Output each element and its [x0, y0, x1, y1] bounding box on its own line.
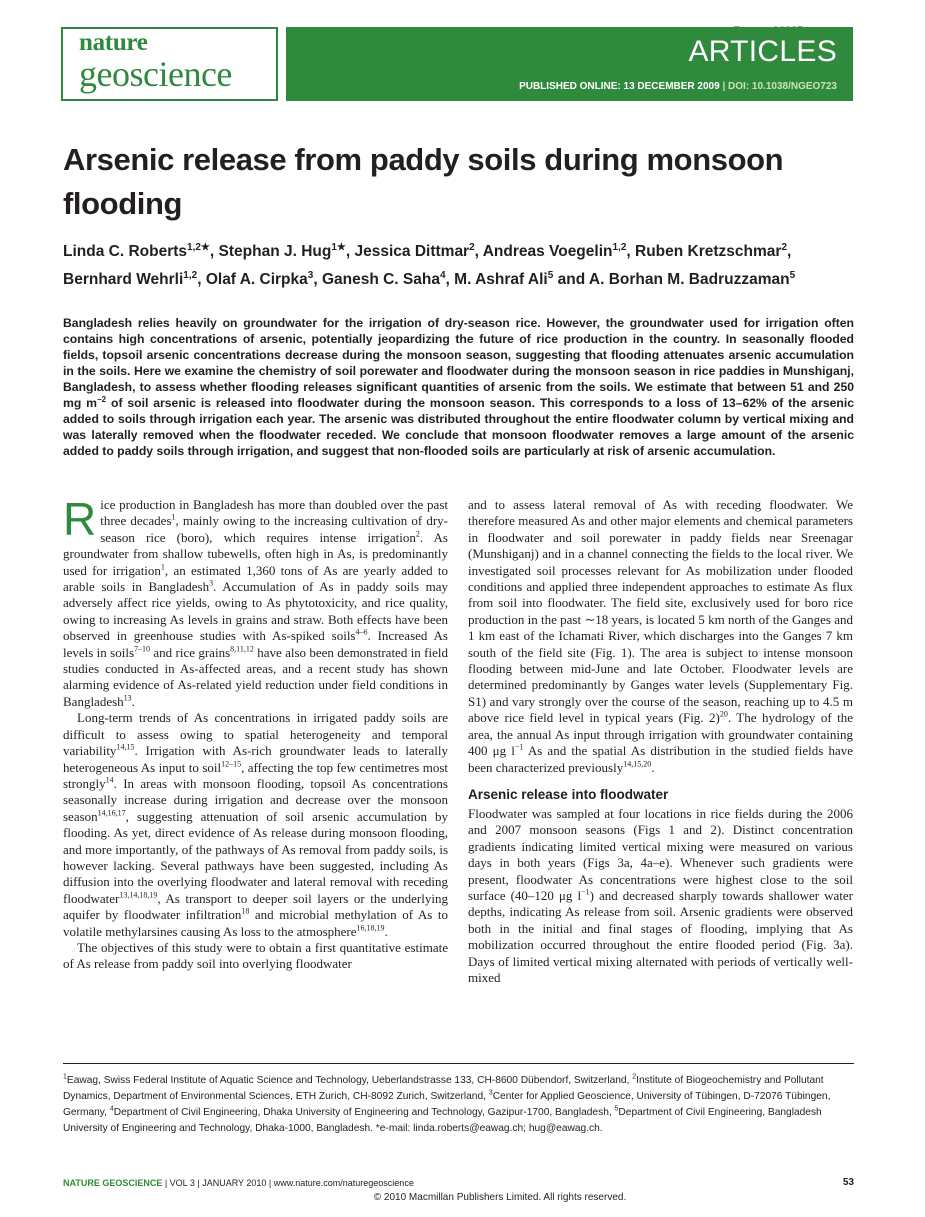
text-run: have also been demonstrated in field studies conducted in As-affected areas, and a recent study has shown alarming evidence of As-related yield reduction under field conditions in Bangladesh	[63, 644, 448, 709]
copyright-notice: © 2010 Macmillan Publishers Limited. All rights reserved.	[373, 1192, 627, 1203]
body-paragraph	[468, 806, 853, 986]
text-run: Long-term trends of As concentrations in irrigated paddy soils are difficult to assess owing to spatial heterogeneity and temporal variability	[63, 710, 448, 759]
author-name: Linda C. Roberts	[63, 243, 188, 260]
citation-superscript: 4–6	[355, 627, 368, 637]
citation-superscript: 20	[719, 709, 728, 719]
text-run: Department of Civil Engineering, Dhaka University of Engineering and Technology, Gazipur-1700, Bangladesh,	[113, 1107, 615, 1118]
footnote-divider	[63, 1063, 854, 1064]
text-run: .	[384, 923, 388, 939]
citation-superscript: 2	[415, 529, 420, 539]
text-run: ) and decreased sharply towards shallower water depths, indicating As release from soil. Arsenic gradients were observed both in the initial and final stages of flooding, implying that As mobilization occurred throughout the entire flooded period (Fig. 3a). Days of limited vertical mixing alternated with periods of vertically well-mixed	[468, 887, 853, 985]
page-footer	[63, 1178, 414, 1188]
citation-superscript: 5	[614, 1105, 619, 1113]
author-affiliation-marker: 1,2★	[187, 241, 210, 253]
author-separator: ,	[197, 271, 206, 288]
body-column-left	[63, 493, 449, 973]
text-run: Floodwater was sampled at four locations in rice fields during the 2006 and 2007 monsoon seasons (Figs 1 and 2). Distinct concentration gradients indicating limited vertical mixing were measured on various days in both years (Figs 3a, 4a–e). Whenever such gradients were present, floodwater As concentrations were highest close to the soil surface (40–120 μg l	[468, 805, 853, 903]
author-separator: ,	[445, 271, 455, 288]
text-run: The objectives of this study were to obtain a first quantitative estimate of As release from paddy soil into overlying floodwater	[63, 939, 448, 972]
doi-link[interactable]: DOI: 10.1038/NGEO723	[728, 81, 837, 92]
citation-superscript: 1	[160, 562, 165, 572]
author-affiliation-marker: 5	[547, 269, 554, 281]
body-paragraph	[468, 497, 853, 776]
author-affiliation-marker: 1★	[331, 241, 346, 253]
citation-superscript: −1	[514, 742, 524, 752]
citation-superscript: 16,18,19	[356, 923, 385, 933]
article-title: Arsenic release from paddy soils during monsoon flooding	[63, 142, 784, 221]
text-run: . Irrigation with As-rich groundwater leads to laterally heterogeneous As input to soil	[63, 743, 448, 775]
citation-superscript: 14	[105, 775, 114, 785]
body-paragraph	[63, 493, 449, 710]
citation-superscript: 1	[171, 513, 176, 523]
author-affiliation-marker: 5	[789, 269, 796, 281]
author-list	[63, 238, 863, 294]
text-run: As and the spatial As distribution in the studied fields have been characterized previously	[468, 743, 853, 775]
text-run: and rice grains	[150, 644, 231, 660]
citation-superscript: 3	[209, 578, 214, 588]
citation-superscript: 14,16,17	[97, 808, 126, 818]
publication-info	[519, 81, 837, 92]
author-affiliation-marker: 4	[439, 269, 446, 281]
author-affiliation-marker: 3	[307, 269, 314, 281]
body-paragraph	[63, 710, 448, 940]
published-date: PUBLISHED ONLINE: 13 DECEMBER 2009	[519, 81, 720, 92]
author-affiliation-marker: 1,2	[183, 269, 198, 281]
citation-superscript: 2	[632, 1073, 637, 1081]
journal-logo-line2: geoscience	[79, 54, 232, 94]
citation-superscript: 7–10	[134, 644, 151, 654]
text-run: Institute of Biogeochemistry and Pollutant Dynamics, Department of Environmental Sciences, ETH Zurich, CH-8092 Zurich, Switzerland,	[63, 1075, 824, 1102]
author-name: Stephan J. Hug	[218, 243, 332, 260]
citation-superscript: 13	[123, 693, 132, 703]
author-separator: ,	[626, 243, 636, 260]
author-separator: ,	[345, 243, 355, 260]
citation-superscript: 8,11,12	[230, 644, 254, 654]
author-name: Bernhard Wehrli	[63, 271, 184, 288]
text-run: . Accumulation of As in paddy soils may adversely affect rice yields, owing to As phytotoxicity, and rice quality, owing to increasing As levels in grains and straw. Both effects have been observed in greenhouse studies with As-spiked soils	[63, 579, 449, 644]
text-run: .	[651, 759, 655, 775]
text-run: , suggesting attenuation of soil arsenic accumulation by flooding. As yet, direct evidence of As release during monsoon flooding, and more importantly, of the pathways of As removal from paddy soils, is however lacking. Several pathways have been suggested, including As diffusion into the overlying floodwater and lateral removal with receding floodwater	[63, 808, 448, 906]
citation-superscript: 14,15,20	[623, 759, 652, 769]
author-separator: ,	[787, 243, 792, 260]
text-run: , As transport to deeper soil layers or the underlying aquifer by floodwater infiltration	[63, 890, 448, 923]
text-run: . In areas with monsoon flooding, topsoil As concentrations seasonally increase during irrigation and decrease over the monsoon season	[63, 775, 448, 824]
text-run: . The hydrology of the area, the annual As input through irrigation with groundwater containing 400 μg l	[468, 710, 853, 759]
section-heading: Arsenic release into floodwater	[468, 786, 669, 802]
author-affiliation-marker: 2	[781, 241, 788, 253]
abstract-text-1: Bangladesh relies heavily on groundwater for the irrigation of dry-season rice. However, the groundwater used for irrigation often contains high concentrations of arsenic, potentially jeopardizing the future of rice production in the country. In seasonally flooded fields, topsoil arsenic concentrations decrease during the monsoon season, suggesting that flooding attenuates arsenic accumulation in the soils. Here we examine the chemistry of soil porewater and floodwater during the monsoon season in rice paddies in Munshiganj, Bangladesh, to assess whether flooding releases significant quantities of arsenic from the soils. We estimate that between 51 and 250 mg m	[63, 316, 854, 410]
citation-superscript: −1	[581, 887, 590, 897]
text-run: , an estimated 1,360 tons of As are yearly added to arable soils in Bangladesh	[63, 562, 448, 595]
author-separator: ,	[313, 271, 322, 288]
abstract-text-2: of soil arsenic is released into floodwater during the monsoon season. This corresponds to a loss of 13–62% of the arsenic added to soils through irrigation each year. The arsenic was distributed throughout the entire floodwater column by vertical mixing and was laterally removed when the floodwater receded. We conclude that monsoon floodwater removes a large amount of the arsenic added to paddy soils through irrigation, and suggest that non-flooded soils are particularly at risk of arsenic accumulation.	[63, 396, 854, 458]
text-run: ice production in Bangladesh has more than doubled over the past three decades	[100, 497, 448, 529]
author-name: Ganesh C. Saha	[321, 271, 440, 288]
citation-superscript: 18	[241, 906, 250, 916]
text-run: Eawag, Swiss Federal Institute of Aquatic Science and Technology, Ueberlandstrasse 133, CH-8600 Dübendorf, Switzerland,	[66, 1075, 633, 1086]
body-paragraph	[63, 940, 448, 973]
publication-separator: |	[722, 81, 726, 92]
citation-superscript: 14,15	[116, 742, 135, 752]
text-run: . As groundwater from shallow tubewells, often high in As, is predominantly used for irrigation	[63, 529, 448, 578]
journal-logo	[61, 27, 278, 101]
citation-superscript: 4	[109, 1105, 114, 1113]
citation-superscript: 3	[488, 1089, 493, 1097]
text-run: , affecting the top few centimetres most strongly	[63, 759, 448, 791]
text-run: and to assess lateral removal of As with receding floodwater. We therefore measured As and other major elements and chemical parameters in floodwater and soil porewater in paddy fields near Sreenagar (Munshiganj) and in a channel connecting the fields to the local river. We investigated soil processes relevant for As mobilization under flooded conditions and applied three independent approaches to estimate As flux from soil into floodwater. The field site, exclusively used for boro rice production in the past ∼18 years, is located 5 km north of the Ganges and 1 km east of the Ichamati River, which discharges into the Ganges 7 km south of the field site (Fig. 1). The area is subject to intense monsoon flooding between mid-June and late October. Floodwater levels are determined predominantly by Ganges water levels (Supplementary Fig. S1) and vary strongly over the course of the season, reaching up to 4.5 m above rice field level in typical years (Fig. 2)	[468, 497, 853, 726]
text-run: and microbial methylation of As to volatile methylarsines causing As loss to the atmosphere	[63, 907, 448, 939]
author-affiliation-marker: 2	[469, 241, 475, 253]
text-run: Center for Applied Geoscience, University of Tübingen, D-72076 Tübingen, Germany,	[63, 1091, 831, 1118]
citation-superscript: 1	[63, 1073, 67, 1081]
body-column-right	[468, 497, 853, 986]
author-name: Ruben Kretzschmar	[635, 243, 782, 260]
footer-journal-name: NATURE GEOSCIENCE	[63, 1178, 163, 1188]
text-run: , mainly owing to the increasing cultivation of dry-season rice (boro), which requires intense irrigation	[100, 513, 448, 545]
text-run: Department of Civil Engineering, Bangladesh University of Engineering and Technology, Dhaka-1000, Bangladesh. *e-mail: linda.roberts@eawag.ch; hug@eawag.ch.	[63, 1107, 822, 1134]
abstract-superscript: −2	[97, 394, 107, 404]
page-number: 53	[842, 1177, 854, 1188]
text-run: .	[131, 693, 135, 709]
section-label: ARTICLES	[688, 35, 837, 68]
author-separator: ,	[474, 243, 483, 260]
author-name: Andreas Voegelin	[482, 243, 613, 260]
author-separator: ,	[209, 243, 219, 260]
author-name: Olaf A. Cirpka	[205, 271, 308, 288]
author-separator: and	[553, 271, 589, 288]
citation-superscript: 12–15	[221, 759, 242, 769]
affiliations-footnote	[63, 1073, 854, 1137]
author-name: M. Ashraf Ali	[454, 271, 548, 288]
author-name: Jessica Dittmar	[354, 243, 470, 260]
text-run: . Increased As levels in soils	[63, 628, 448, 660]
author-affiliation-marker: 1,2	[612, 241, 627, 253]
abstract	[63, 315, 854, 459]
citation-superscript: 13,14,18,19	[119, 890, 158, 900]
drop-cap: R	[63, 493, 97, 545]
footer-issue-info: | VOL 3 | JANUARY 2010 | www.nature.com/naturegeoscience	[162, 1178, 414, 1188]
article-banner	[286, 27, 853, 101]
journal-logo-line1: nature	[79, 29, 148, 56]
author-name: A. Borhan M. Badruzzaman	[588, 271, 790, 288]
